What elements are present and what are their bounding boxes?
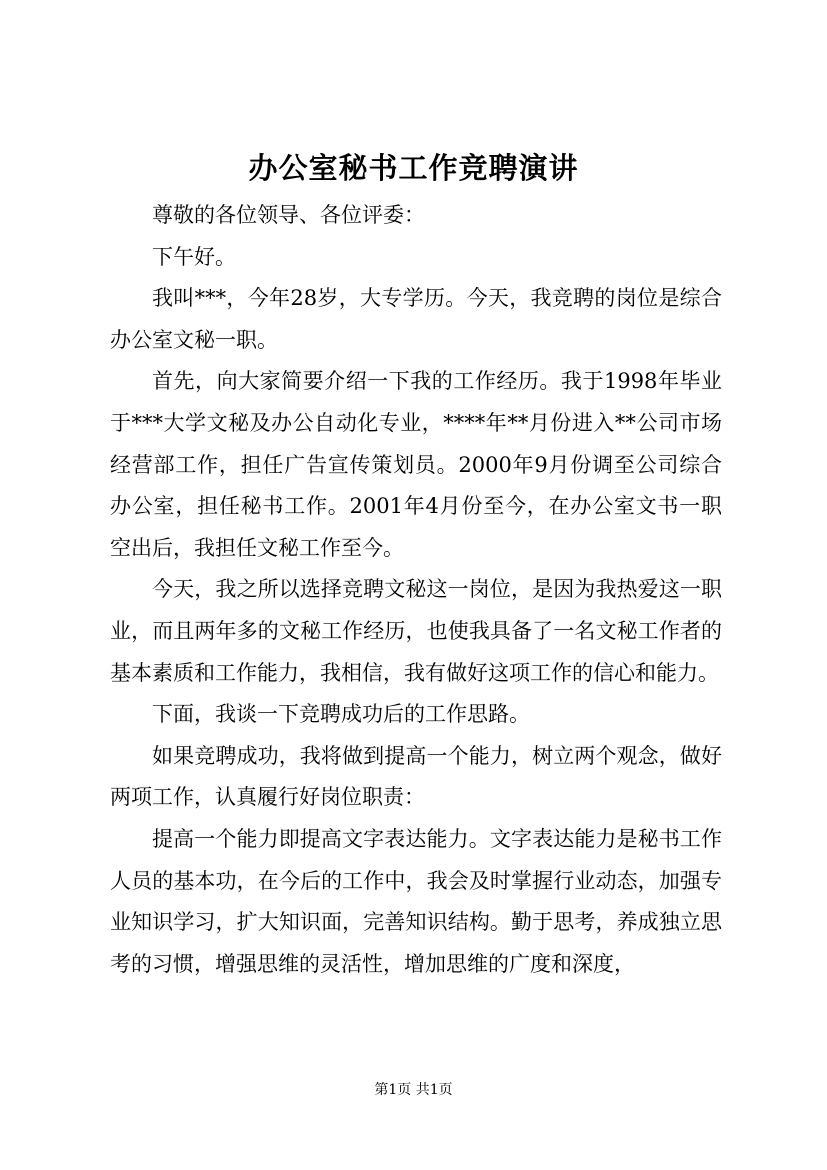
paragraph-motivation: 今天，我之所以选择竞聘文秘这一岗位，是因为我热爱这一职业，而且两年多的文秘工作经历，也使我具备了一名文秘工作者的基本素质和工作能力，我相信，我有做好这项工作的信心和能力。 [110,577,722,685]
paragraph-work-plan-intro: 下面，我谈一下竞聘成功后的工作思路。 [152,702,530,727]
paragraph-writing-ability: 提高一个能力即提高文字表达能力。文字表达能力是秘书工作人员的基本功，在今后的工作中，我会及时掌握行业动态，加强专业知识学习，扩大知识面，完善知识结构。勤于思考，养成独立思考的习惯，增强思维的灵活性，增加思维的广度和深度， [110,826,722,976]
paragraph-greeting: 下午好。 [152,244,236,269]
paragraph-introduction: 我叫***，今年28岁，大专学历。今天，我竞聘的岗位是综合办公室文秘一职。 [110,286,722,352]
paragraph-commitments: 如果竞聘成功，我将做到提高一个能力，树立两个观念，做好两项工作，认真履行好岗位职责： [110,743,722,810]
paragraph-work-experience: 首先，向大家简要介绍一下我的工作经历。我于1998年毕业于***大学文秘及办公自动化专业，****年**月份进入**公司市场经营部工作，担任广告宣传策划员。2000年9月份调至公司综合办公室，担任秘书工作。2001年4月份至今，在办公室文书一职空出后，我担任文秘工作至今。 [110,369,722,560]
document-title: 办公室秘书工作竞聘演讲 [248,151,579,185]
paragraph-salutation: 尊敬的各位领导、各位评委： [152,203,425,227]
page-footer: 第1页 共1页 [374,1082,453,1098]
document-body [110,195,722,985]
